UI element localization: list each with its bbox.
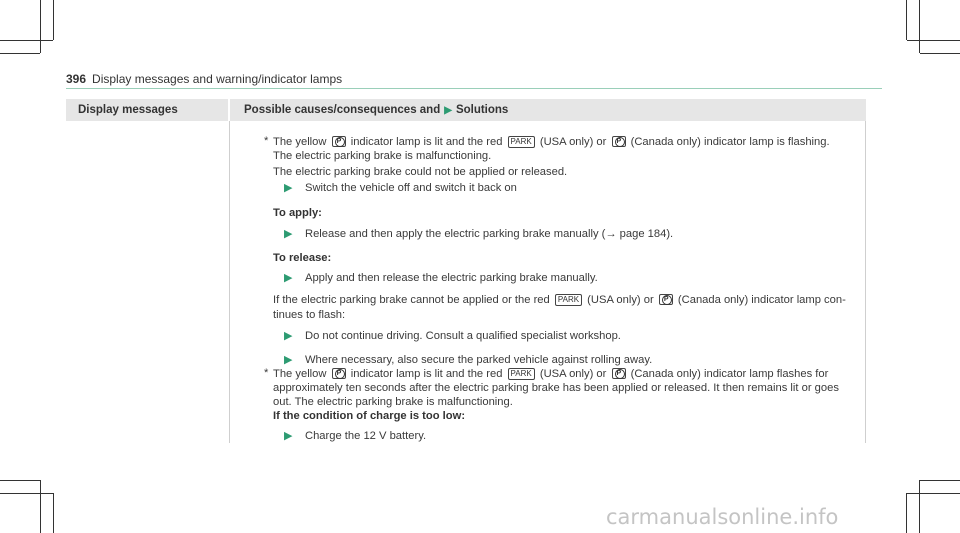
- crop-mark: [0, 493, 53, 494]
- parking-brake-indicator-icon: [612, 368, 626, 379]
- bullet-2-line-2: approximately ten seconds after the electric parking brake has been applied or released. It then remains lit or goes: [273, 382, 839, 394]
- park-indicator-icon: PARK: [508, 368, 535, 380]
- crop-mark: [919, 0, 920, 53]
- step-charge-battery: Charge the 12 V battery.: [305, 430, 427, 442]
- text: The yellow: [273, 136, 327, 148]
- crop-mark: [40, 480, 41, 533]
- step-secure-vehicle: Where necessary, also secure the parked vehicle against rolling away.: [305, 354, 653, 366]
- watermark: carmanualsonline.info: [606, 505, 839, 529]
- crop-mark: [919, 480, 920, 533]
- step-switch-off: Switch the vehicle off and switch it back on: [305, 182, 517, 194]
- running-header: [66, 72, 882, 86]
- column-header-causes-text: Possible causes/consequences and: [244, 104, 441, 116]
- paragraph-line-1: [273, 293, 846, 307]
- bullet-2-line-1: [273, 367, 828, 381]
- subheading-charge-low: If the condition of charge is too low:: [273, 410, 466, 422]
- crop-mark: [0, 480, 40, 481]
- crop-mark: [907, 493, 960, 494]
- parking-brake-indicator-icon: [612, 136, 626, 147]
- text: (Canada only) indicator lamp flashes for: [630, 368, 829, 380]
- crop-mark: [906, 493, 907, 533]
- parking-brake-indicator-icon: [332, 136, 346, 147]
- text: (Canada only) indicator lamp is flashing.: [630, 136, 830, 148]
- crop-mark: [906, 0, 907, 40]
- bullet-marker: *: [264, 367, 269, 379]
- page-number: 396: [66, 72, 87, 86]
- step-do-not-drive: Do not continue driving. Consult a qualified specialist workshop.: [305, 330, 621, 342]
- text: (Canada only) indicator lamp con-: [677, 294, 846, 306]
- bullet-1-line-1: [273, 135, 830, 149]
- subheading-to-apply: To apply:: [273, 207, 322, 219]
- paragraph-line-2: tinues to flash:: [273, 309, 346, 321]
- header-title: Display messages and warning/indicator lamps: [92, 72, 343, 86]
- crop-mark: [53, 493, 54, 533]
- crop-mark: [920, 480, 960, 481]
- text: (USA only) or: [539, 368, 607, 380]
- crop-mark: [0, 40, 53, 41]
- column-header-solutions-text: Solutions: [455, 104, 509, 116]
- text: (USA only) or: [539, 136, 607, 148]
- bullet-marker: *: [264, 135, 269, 147]
- parking-brake-indicator-icon: [659, 294, 673, 305]
- table-header: [66, 99, 866, 121]
- text: If the electric parking brake cannot be applied or the red: [273, 294, 550, 306]
- play-arrow-icon: ▶: [444, 104, 452, 116]
- column-header-display-messages: Display messages: [78, 104, 178, 116]
- subheading-to-release: To release:: [273, 252, 332, 264]
- step-apply-release: Apply and then release the electric parking brake manually.: [305, 272, 598, 284]
- text: The yellow: [273, 368, 327, 380]
- step-arrow-icon: ▶: [284, 330, 293, 342]
- step-arrow-icon: ▶: [284, 430, 293, 442]
- crop-mark: [53, 0, 54, 40]
- step-arrow-icon: ▶: [284, 182, 293, 194]
- step-arrow-icon: ▶: [284, 354, 293, 366]
- step-arrow-icon: ▶: [284, 272, 293, 284]
- table-right-border: [865, 121, 866, 443]
- park-indicator-icon: PARK: [555, 294, 582, 306]
- bullet-1-line-3: The electric parking brake could not be applied or released.: [273, 166, 568, 178]
- bullet-2-line-3: out. The electric parking brake is malfunctioning.: [273, 396, 513, 408]
- text: indicator lamp is lit and the red: [350, 136, 503, 148]
- parking-brake-indicator-icon: [332, 368, 346, 379]
- column-header-causes: [244, 104, 508, 116]
- text: indicator lamp is lit and the red: [350, 368, 503, 380]
- crop-mark: [0, 53, 40, 54]
- crop-mark: [920, 53, 960, 54]
- column-divider: [229, 121, 230, 443]
- park-indicator-icon: PARK: [508, 136, 535, 148]
- crop-mark: [907, 40, 960, 41]
- bullet-1-line-2: The electric parking brake is malfunctioning.: [273, 150, 492, 162]
- text: (USA only) or: [587, 294, 654, 306]
- step-release-apply: Release and then apply the electric parking brake manually (→ page 184).: [305, 228, 674, 240]
- step-arrow-icon: ▶: [284, 228, 293, 240]
- header-rule: [66, 88, 882, 89]
- column-divider: [228, 99, 230, 121]
- crop-mark: [40, 0, 41, 53]
- messages-table: [66, 99, 882, 444]
